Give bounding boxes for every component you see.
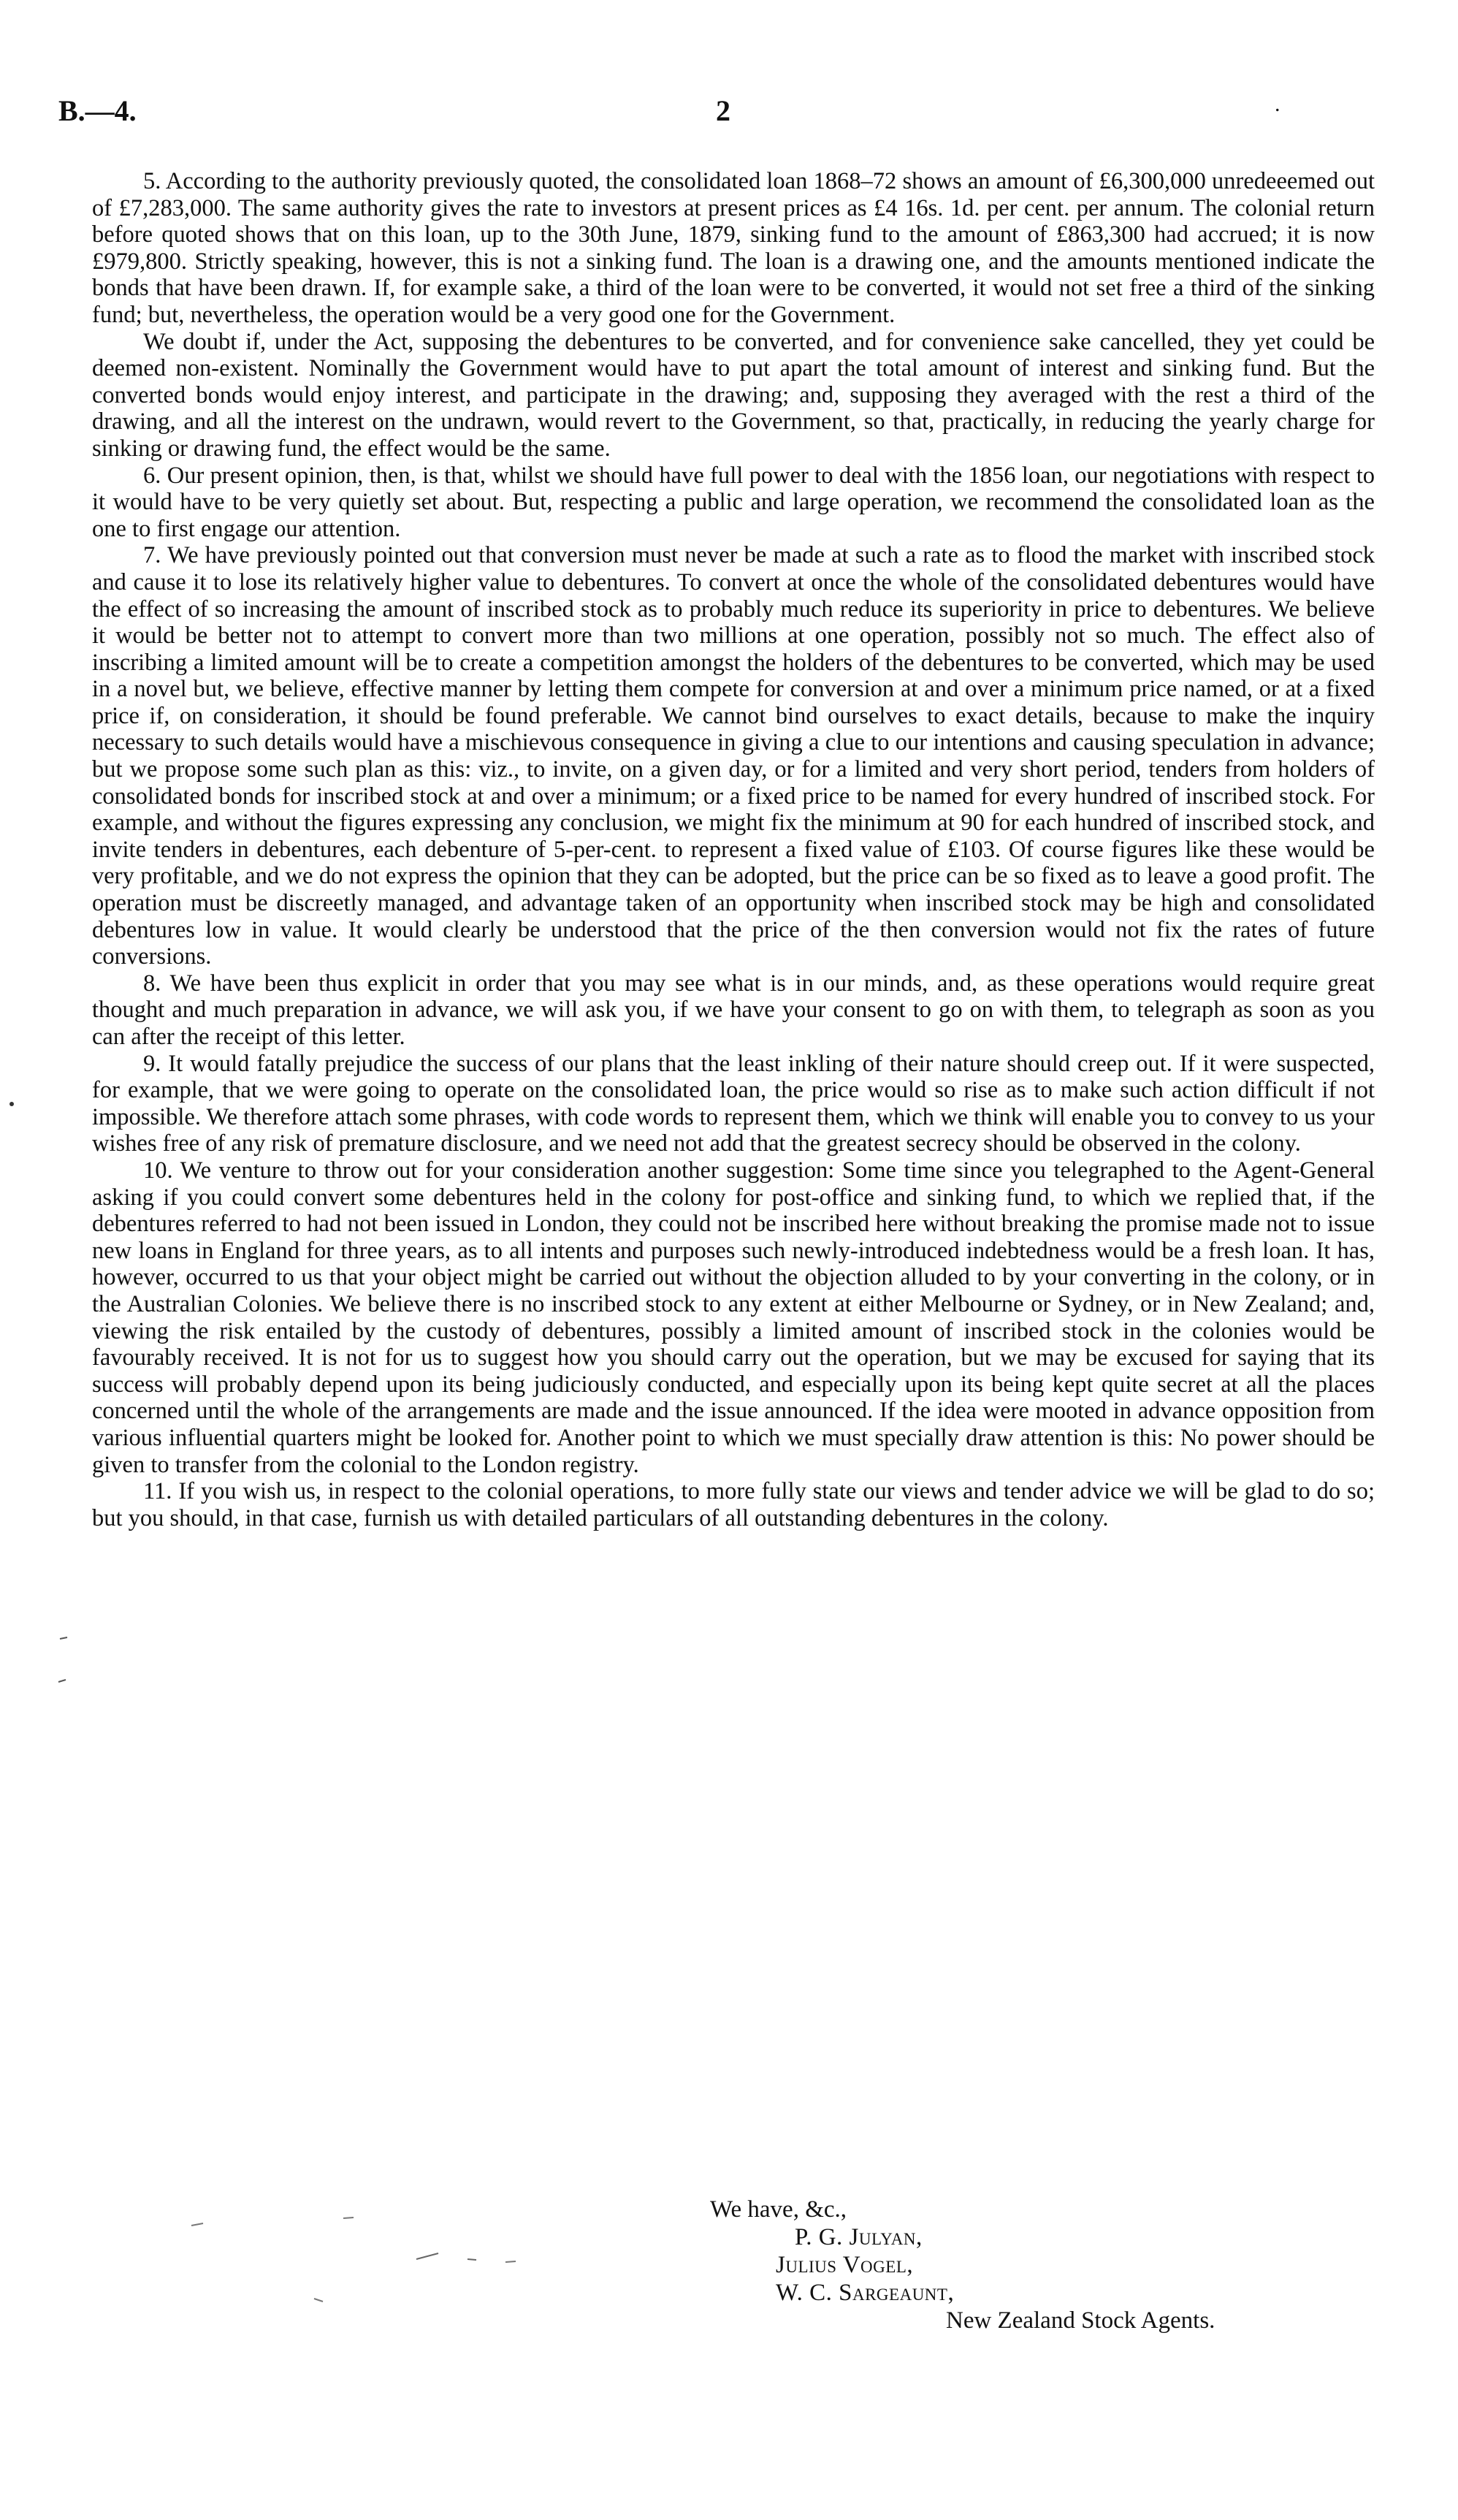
header-mark: . [1275,92,1280,116]
margin-speck [60,1637,67,1639]
paragraph-11: 11. If you wish us, in respect to the colonial operations, to more fully state our views and tender advice we will be glad to do so; but you should, in that case, furnish us with detailed particulars of all outstanding debentures in the colony. [92,1478,1375,1531]
signatory-title: New Zealand Stock Agents. [946,2307,1215,2334]
margin-speck [58,1680,66,1682]
signature-greeting: We have, &c., [710,2196,847,2223]
signatory-julyan: P. G. Julyan, [795,2224,923,2250]
paragraph-5-continued: We doubt if, under the Act, supposing the debentures to be converted, and for convenience sake cancelled, they yet could be deemed non-existent. Nominally the Government would have to put apart the total amount of interest and sinking fund. But the converted bonds would enjoy interest, and participate in the drawing; and, supposing they averaged with the rest a third of the drawing, and all the interest on the undrawn, would revert to the Government, so that, practically, in reducing the yearly charge for sinking or drawing fund, the effect would be the same. [92,328,1375,462]
margin-speck [505,2261,516,2262]
paragraph-7: 7. We have previously pointed out that conversion must never be made at such a rate as to flood the market with inscribed stock and cause it to lose its relatively higher value to debentures. To convert at once the whole of the consolidated debentures would have the effect of so increasing the amount of inscribed stock as to probably much reduce its superiority in price to debentures. We believe it would be better not to attempt to convert more than two millions at one operation, possibly not so much. The effect also of inscribing a limited amount will be to create a competition amongst the holders of the debentures to be converted, which may be used in a novel but, we believe, effective manner by letting them compete for conversion at and over a minimum price named, or at a fixed price if, on consideration, it should be found preferable. We cannot bind ourselves to exact details, because to make the inquiry necessary to such details would have a mischievous consequence in giving a clue to our intentions and causing speculation in advance; but we propose some such plan as this: viz., to invite, on a given day, or for a limited and very short period, tenders from holders of consolidated bonds for inscribed stock at and over a minimum; or a fixed price to be named for every hundred of inscribed stock. For example, and without the figures expressing any conclusion, we might fix the minimum at 90 for each hundred of inscribed stock, and invite tenders in debentures, each debenture of 5-per-cent. to represent a fixed value of £103. Of course figures like these would be very profitable, and we do not express the opinion that they can be adopted, but the price can be so fixed as to leave a good profit. The operation must be discreetly managed, and advantage taken of an opportunity when inscribed stock may be high and consolidated debentures low in value. It would clearly be understood that the price of the then conversion would not fix the rates of future conversions. [92,542,1375,970]
page-number: 2 [716,94,730,127]
paragraph-10: 10. We venture to throw out for your consideration another suggestion: Some time since you telegraphed to the Agent-General asking if you could convert some debentures held in the colony for post-office and sinking fund, to which we replied that, if the debentures referred to had not been issued in London, they could not be inscribed here without breaking the promise made not to issue new loans in England for three years, as to all intents and purposes such newly-introduced indebtedness would be a fresh loan. It has, however, occurred to us that your object might be carried out without the objection alluded to by your converting in the colony, or in the Australian Colonies. We believe there is no inscribed stock to any extent at either Melbourne or Sydney, or in New Zealand; and, viewing the risk entailed by the custody of debentures, possibly a limited amount of inscribed stock in the colonies would be favourably received. It is not for us to suggest how you should carry out the operation, but we may be excused for saying that its success will probably depend upon its being judiciously conducted, and especially upon its being kept quite secret at all the places concerned until the whole of the arrangements are made and the issue announced. If the idea were mooted in advance opposition from various influential quarters might be looked for. Another point to which we must specially draw attention is this: No power should be given to transfer from the colonial to the London registry. [92,1157,1375,1478]
document-reference: B.—4. [58,94,137,127]
margin-speck [314,2299,323,2302]
paragraph-9: 9. It would fatally prejudice the success of our plans that the least inkling of their nature should creep out. If it were suspected, for example, that we were going to operate on the consolidated loan, the price would so rise as to make such action difficult if not impossible. We therefore attach some phrases, with code words to represent them, which we think will enable you to convey to us your wishes free of any risk of premature disclosure, and we need not add that the greatest secrecy should be observed in the colony. [92,1050,1375,1157]
signatory-sargeaunt: W. C. Sargeaunt, [776,2280,955,2306]
paragraph-6: 6. Our present opinion, then, is that, whilst we should have full power to deal with the 1856 loan, our negotiations with respect to it would have to be very quietly set about. But, respecting a public and large operation, we recommend the consolidated loan as the one to first engage our attention. [92,462,1375,542]
margin-speck [9,1102,14,1106]
margin-speck [467,2259,476,2260]
signatory-vogel: Julius Vogel, [776,2252,914,2278]
margin-speck [416,2253,438,2259]
paragraph-8: 8. We have been thus explicit in order that you may see what is in our minds, and, as these operations would require great thought and much preparation in advance, we will ask you, if we have your consent to go on with them, to telegraph as soon as you can after the receipt of this letter. [92,970,1375,1050]
margin-speck [191,2223,203,2226]
paragraph-5: 5. According to the authority previously quoted, the consolidated loan 1868–72 shows an amount of £6,300,000 unredeeemed out of £7,283,000. The same authority gives the rate to investors at present prices as £4 16s. 1d. per cent. per annum. The colonial return before quoted shows that on this loan, up to the 30th June, 1879, sinking fund to the amount of £863,300 had accrued; it is now £979,800. Strictly speaking, however, this is not a sinking fund. The loan is a drawing one, and the amounts mentioned indicate the bonds that have been drawn. If, for example sake, a third of the loan were to be converted, it would not set free a third of the sinking fund; but, nevertheless, the operation would be a very good one for the Government. [92,168,1375,328]
